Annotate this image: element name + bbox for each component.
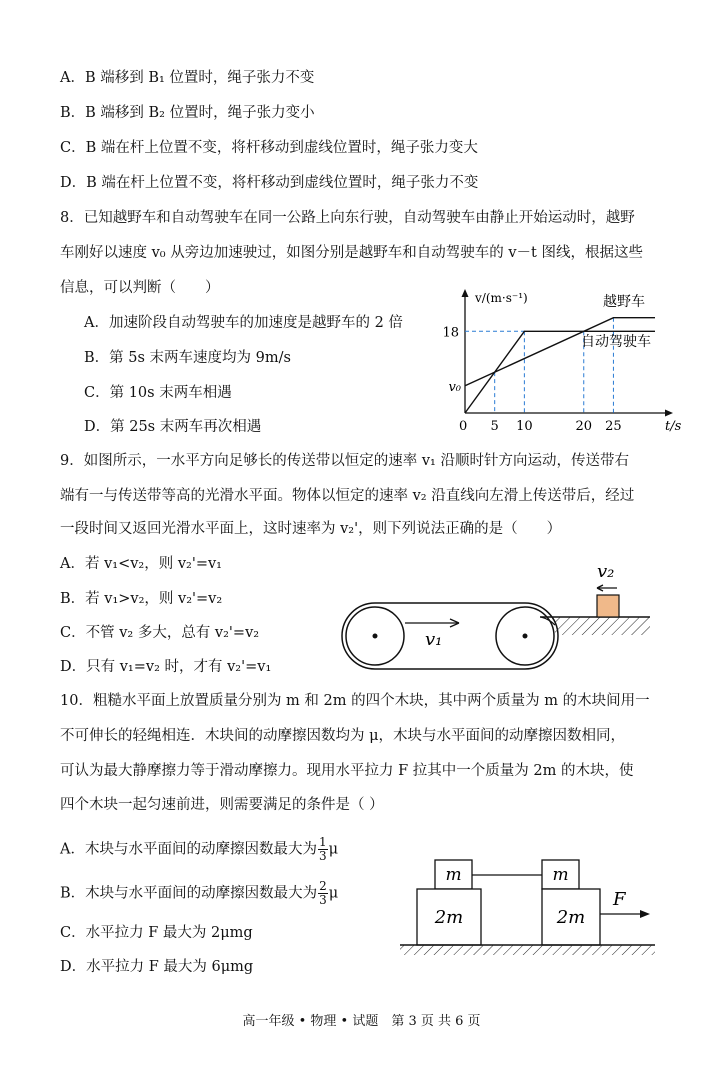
q8-option-d: D．第 25s 末两车再次相遇	[84, 419, 262, 435]
ground-hatch	[555, 617, 650, 635]
q9-stem-line-3: 一段时间又返回光滑水平面上，这时速率为 v₂'，则下列说法正确的是（ ）	[60, 521, 562, 537]
q10-stem-line-4: 四个木块一起匀速前进，则需要满足的条件是（ ）	[60, 797, 384, 813]
left-pulley-axle	[373, 634, 378, 639]
q10-option-a-text: A．木块与水平面间的动摩擦因数最大为	[60, 841, 317, 858]
y-tick-label-18: 18	[442, 325, 459, 341]
q9-option-c: C．不管 v₂ 多大，总有 v₂'=v₂	[60, 625, 260, 641]
q9-stem-line-2: 端有一与传送带等高的光滑水平面。物体以恒定的速率 v₂ 沿直线向左滑上传送带后，经过	[60, 488, 635, 504]
q7-option-d: D．B 端在杆上位置不变，将杆移动到虚线位置时，绳子张力不变	[60, 175, 479, 191]
series-label-autonomous: 自动驾驶车	[581, 334, 651, 350]
fraction-denominator: 3	[319, 893, 327, 907]
force-label: F	[613, 889, 626, 910]
q8-stem-line-2: 车刚好以速度 v₀ 从旁边加速驶过，如图分别是越野车和自动驾驶车的 v－t 图线，根据这些	[60, 245, 643, 261]
q10-option-a	[60, 836, 338, 863]
q10-option-d: D．水平拉力 F 最大为 6μmg	[60, 959, 254, 975]
q8-option-a: A．加速阶段自动驾驶车的加速度是越野车的 2 倍	[84, 315, 403, 331]
q10-option-b	[60, 880, 338, 907]
y-tick-label-v0: v₀	[448, 379, 461, 395]
fraction-numerator: 2	[319, 879, 327, 893]
q8-option-c: C．第 10s 末两车相遇	[84, 385, 232, 401]
mu-symbol: μ	[328, 885, 339, 902]
x-axis-arrow	[665, 410, 673, 417]
q8-stem-line-1: 8．已知越野车和自动驾驶车在同一公路上向东行驶，自动驾驶车由静止开始运动时，越野	[60, 210, 635, 226]
fraction-denominator: 3	[318, 849, 327, 863]
q9-option-a: A．若 v₁<v₂，则 v₂'=v₁	[60, 556, 222, 572]
q10-stem-line-3: 可认为最大静摩擦力等于滑动摩擦力。现用水平拉力 F 拉其中一个质量为 2m 的木块，使	[60, 763, 634, 779]
q9-option-d: D．只有 v₁=v₂ 时，才有 v₂'=v₁	[60, 659, 272, 675]
conveyor-figure	[335, 555, 655, 675]
y-axis-label: v/(m·s⁻¹)	[475, 291, 528, 305]
v1-label: v₁	[425, 629, 443, 650]
x-tick-label-0: 0	[459, 419, 468, 434]
left-big-block-label: 2m	[434, 907, 464, 928]
q9-option-b: B．若 v₁>v₂，则 v₂'=v₂	[60, 591, 223, 607]
q8-option-b: B．第 5s 末两车速度均为 9m/s	[84, 350, 291, 366]
q10-stem-line-1: 10．粗糙水平面上放置质量分别为 m 和 2m 的四个木块，其中两个质量为 m 的木块间用一	[60, 693, 650, 709]
x-tick-label-5: 5	[490, 419, 499, 434]
q10-option-b-fraction	[318, 880, 328, 907]
q10-option-a-fraction	[318, 836, 328, 863]
right-small-block-label: m	[552, 865, 569, 885]
q10-stem-line-2: 不可伸长的轻绳相连．木块间的动摩擦因数均为 μ，木块与水平面间的动摩擦因数相同，	[60, 728, 626, 744]
q7-option-a: A．B 端移到 B₁ 位置时，绳子张力不变	[60, 70, 315, 86]
left-small-block-label: m	[445, 865, 462, 885]
q10-option-c: C．水平拉力 F 最大为 2μmg	[60, 925, 253, 941]
fraction-numerator: 1	[318, 835, 327, 849]
force-arrow-head	[640, 910, 650, 918]
page-footer: 高一年级 • 物理 • 试题 第 3 页 共 6 页	[242, 1014, 481, 1029]
x-tick-label-25: 25	[605, 419, 622, 434]
vt-chart	[440, 285, 680, 440]
x-tick-label-10: 10	[516, 419, 533, 434]
sliding-block	[597, 595, 619, 617]
blocks-figure	[395, 855, 665, 960]
series-line-0	[465, 318, 655, 386]
q9-stem-line-1: 9．如图所示，一水平方向足够长的传送带以恒定的速率 v₁ 沿顺时针方向运动，传送带右	[60, 453, 629, 469]
q7-option-c: C．B 端在杆上位置不变，将杆移动到虚线位置时，绳子张力变大	[60, 140, 478, 156]
v2-label: v₂	[597, 561, 615, 582]
q8-stem-line-3: 信息，可以判断（ ）	[60, 280, 220, 296]
q7-option-b: B．B 端移到 B₂ 位置时，绳子张力变小	[60, 105, 315, 121]
x-tick-label-20: 20	[575, 419, 593, 434]
right-big-block-label: 2m	[556, 907, 586, 928]
floor-hatch	[400, 945, 655, 955]
y-axis-arrow	[462, 289, 469, 297]
q10-option-b-text: B．木块与水平面间的动摩擦因数最大为	[60, 885, 318, 902]
right-pulley-axle	[523, 634, 528, 639]
series-label-offroad: 越野车	[603, 294, 645, 310]
x-axis-label: t/s	[665, 419, 682, 434]
mu-symbol: μ	[328, 841, 339, 858]
